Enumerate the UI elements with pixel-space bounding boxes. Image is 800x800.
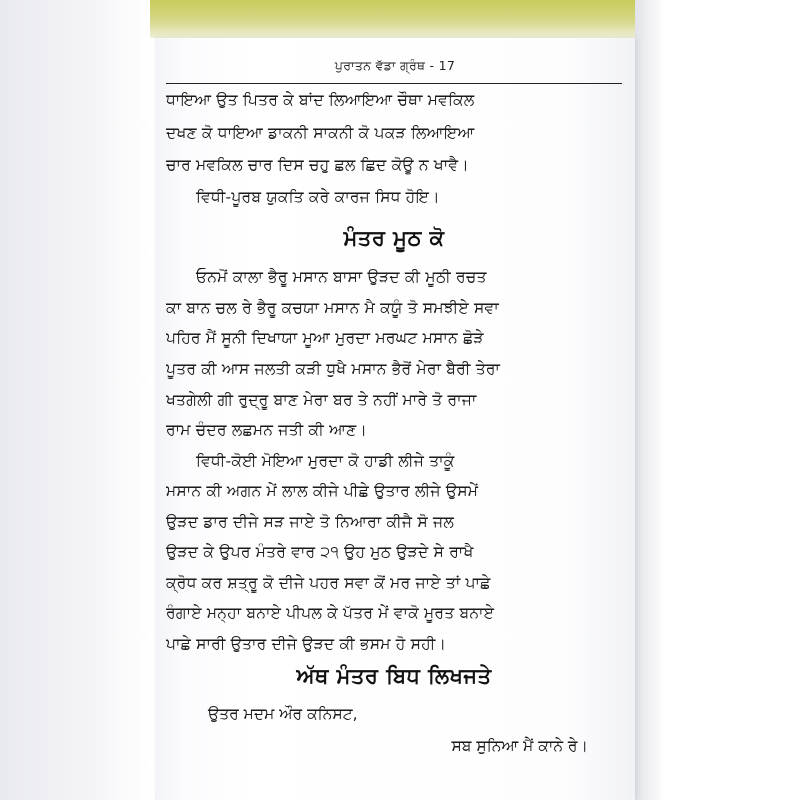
text-line: ਉੜਦ ਡਾਰ ਦੀਜੇ ਸੜ ਜਾਏ ਤੋ ਨਿਆਰਾ ਕੀਜੈ ਸੋ ਜਲ <box>166 513 454 531</box>
section-heading: ਮੰਤਰ ਮੂਠ ਕੋ <box>343 226 445 250</box>
page-edge-right <box>635 0 665 800</box>
text-line: ਚਾਰ ਮਵਕਿਲ ਚਾਰ ਦਿਸ ਚਹੁ ਛਲ ਛਿਦ ਕੋਊ ਨ ਖਾਵੈ। <box>166 156 469 174</box>
text-line: ਪਾਛੇ ਸਾਰੀ ਉਤਾਰ ਦੀਜੇ ਉੜਦ ਕੀ ਭਸਮ ਹੋ ਸਹੀ। <box>166 635 447 653</box>
text-line: ਪੂਤਰ ਕੀ ਆਸ ਜਲਤੀ ਕੜੀ ਧੁਖੈ ਮਸਾਨ ਭੈਰੋਂ ਮੇਰਾ ਬੈਰੀ ਤੇਰਾ <box>166 360 501 378</box>
text-line: ਰਾਮ ਚੰਦਰ ਲਛਮਨ ਜਤੀ ਕੀ ਆਣ। <box>166 421 368 439</box>
text-line: ਸਬ ਸੁਨਿਆ ਮੈਂ ਕਾਨੇ ਰੇ। <box>451 737 588 755</box>
text-line: ਓਨਮੋਂ ਕਾਲਾ ਭੈਰੂ ਮਸਾਨ ਬਾਸਾ ਉੜਦ ਕੀ ਮੂਠੀ ਰਚਤ <box>196 268 487 286</box>
running-header: ਪੁਰਾਤਨ ਵੱਡਾ ਗ੍ਰੰਥ - 17 <box>334 58 456 73</box>
section-heading: ਅੱਥ ਮੰਤਰ ਬਿਧ ਲਿਖਜਤੇ <box>296 664 492 688</box>
text-line: ਧਾਇਆ ਉਤ ਪਿਤਰ ਕੇ ਬਾਂਦ ਲਿਆਇਆ ਚੌਥਾ ਮਵਕਿਲ <box>166 91 475 109</box>
text-line: ਖਤਗੇਲੀ ਗੀ ਰੁਦ੍ਰੂ ਬਾਣ ਮੇਰਾ ਬਰ ਤੇ ਨਹੀਂ ਮਾਰੇ ਤੋ ਰਾਜਾ <box>166 391 477 409</box>
text-line: ਉੜਦ ਕੇ ਉਪਰ ਮੰਤਰੇ ਵਾਰ ੨੧ ਉਹ ਮੁਠ ਉੜਦੇ ਸੇ ਰਾਖੈ <box>166 543 474 561</box>
text-line: ਵਿਧੀ-ਪੂਰਬ ਯੁਕਤਿ ਕਰੇ ਕਾਰਜ ਸਿਧ ਹੋਇ। <box>196 188 440 206</box>
page-edge-left <box>0 0 150 800</box>
cover-edge-top <box>150 0 660 38</box>
text-line: ਦਖਣ ਕੋ ਧਾਇਆ ਡਾਕਨੀ ਸਾਕਨੀ ਕੋ ਪਕੜ ਲਿਆਇਆ <box>166 124 475 142</box>
header-rule <box>166 83 622 84</box>
text-line: ਪਹਿਰ ਮੈਂ ਸੂਨੀ ਦਿਖਾਯਾ ਮੂਆ ਮੁਰਦਾ ਮਰਘਟ ਮਸਾਨ ਛੋੜੇ <box>166 329 484 347</box>
text-line: ਕ੍ਰੋਧ ਕਰ ਸ਼ਤ੍ਰੂ ਕੋ ਦੀਜੇ ਪਹਰ ਸਵਾ ਕੋਂ ਮਰ ਜਾਏ ਤਾਂ ਪਾਛੇ <box>166 574 491 592</box>
text-line: ਰੰਗਾਏ ਮਨ੍ਹਾ ਬਨਾਏ ਪੀਪਲ ਕੇ ਪੱਤਰ ਮੇਂ ਵਾਕੋ ਮੂਰਤ ਬਨਾਏ <box>166 604 495 622</box>
text-line: ਕਾ ਬਾਨ ਚਲ ਰੇ ਭੈਰੂ ਕਚਯਾ ਮਸਾਨ ਮੈ ਕਯੂੰ ਤੋ ਸਮਝੀਏ ਸਵਾ <box>166 299 499 317</box>
text-line: ਉਤਰ ਮਦਮ ਔਰ ਕਨਿਸਟ, <box>208 705 358 723</box>
text-line: ਮਸਾਨ ਕੀ ਅਗਨ ਮੇਂ ਲਾਲ ਕੀਜੇ ਪੀਛੇ ਉਤਾਰ ਲੀਜੇ ਉਸਮੇਂ <box>166 482 479 500</box>
text-line: ਵਿਧੀ-ਕੋਈ ਮੋਇਆ ਮੁਰਦਾ ਕੋ ਹਾਡੀ ਲੀਜੇ ਤਾਕੂੰ <box>196 452 455 470</box>
